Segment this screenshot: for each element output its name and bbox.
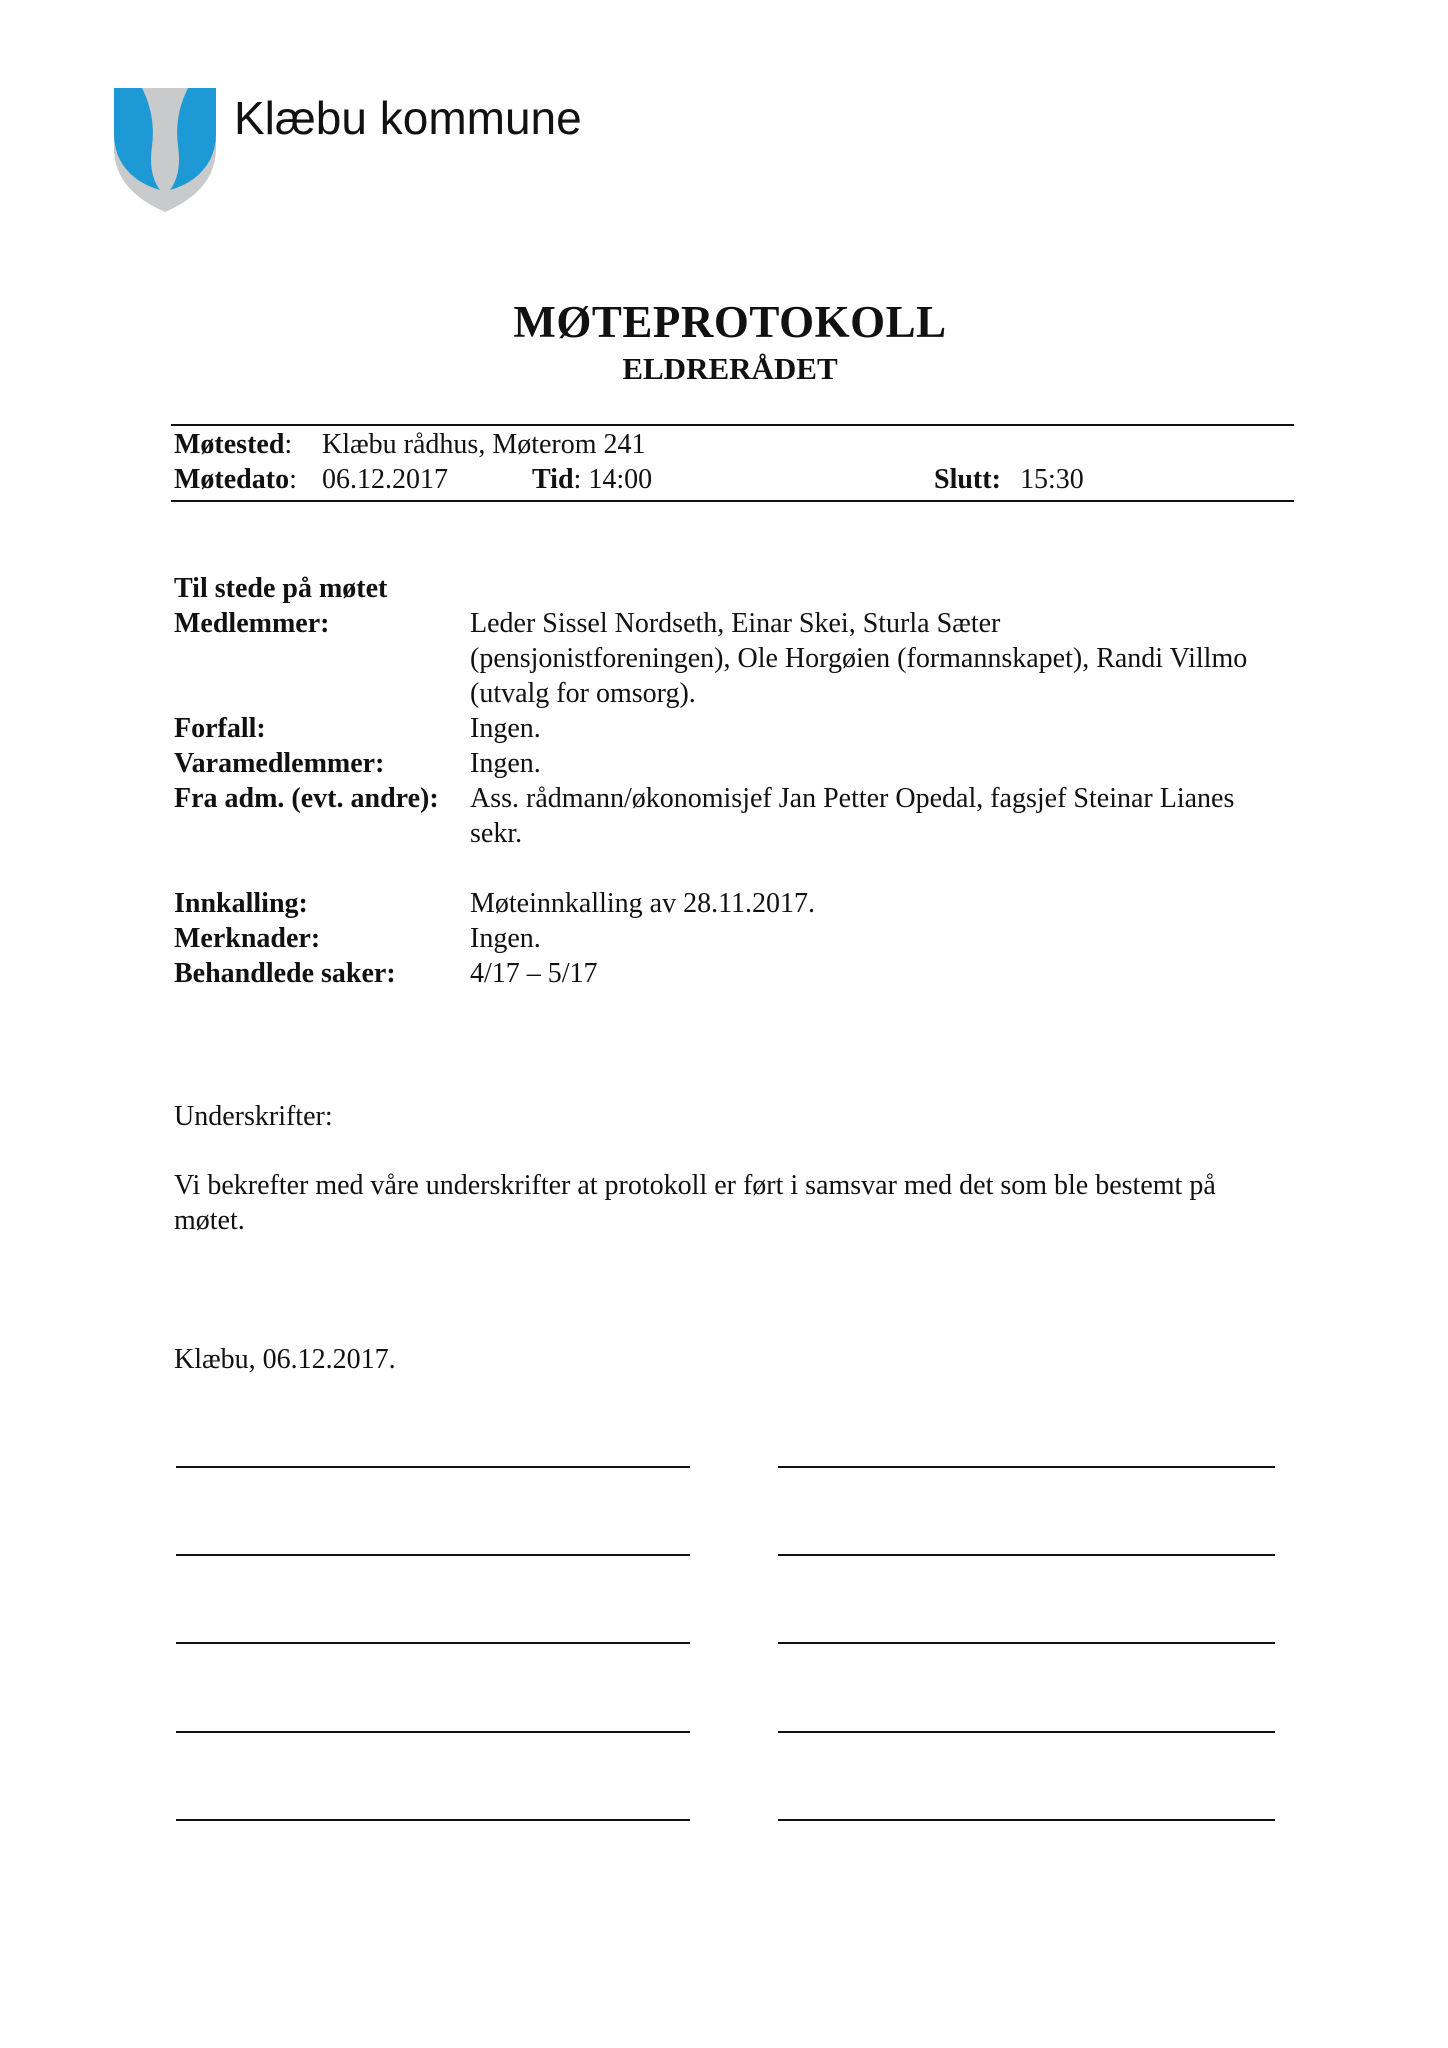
signature-line[interactable] [778,1819,1275,1821]
divider-bottom [171,500,1294,502]
meeting-end [934,463,1008,497]
absent-label: Forfall: [174,713,266,744]
members-line-3: (utvalg for omsorg). [470,678,696,709]
admin-line-2: sekr. [470,818,523,849]
meeting-time: Tid: 14:00 [532,464,653,495]
members-line-1: Leder Sissel Nordseth, Einar Skei, Sturla Sæter [470,608,1001,639]
attendance-heading: Til stede på møtet [174,573,388,604]
admin-line-1: Ass. rådmann/økonomisjef Jan Petter Opedal, fagsjef Steinar Lianes [470,783,1235,814]
deputies-label: Varamedlemmer: [174,748,385,779]
cases-value: 4/17 – 5/17 [470,958,598,989]
meeting-date-value: 06.12.2017 [322,464,448,495]
admin-label: Fra adm. (evt. andre): [174,783,439,814]
meeting-end-value: 15:30 [1020,464,1084,495]
meeting-time-label: Tid [532,464,574,495]
divider-top [171,424,1294,426]
document-subtitle: ELDRERÅDET [622,351,838,386]
signature-line[interactable] [176,1819,690,1821]
municipality-name: Klæbu kommune [234,92,582,144]
absent-value: Ingen. [470,713,541,744]
meeting-place-value: Klæbu rådhus, Møterom 241 [322,429,646,460]
signature-line[interactable] [176,1642,690,1644]
document-title: MØTEPROTOKOLL [513,297,947,347]
remarks-value: Ingen. [470,923,541,954]
signature-line[interactable] [176,1731,690,1733]
members-label: Medlemmer: [174,608,330,639]
meeting-place-label: Møtested [174,429,285,460]
cases-label: Behandlede saker: [174,958,396,989]
meeting-date-label: Møtedato [174,464,290,495]
signatures-statement-line-1: Vi bekrefter med våre underskrifter at protokoll er ført i samsvar med det som ble bestemt på [174,1170,1216,1201]
signature-line[interactable] [778,1642,1275,1644]
signature-line[interactable] [778,1466,1275,1468]
meeting-end-label: Slutt: [934,464,1001,495]
meeting-time-value: 14:00 [588,464,653,495]
deputies-value: Ingen. [470,748,541,779]
meeting-place-row: Møtested: [174,429,293,460]
members-line-2: (pensjonistforeningen), Ole Horgøien (formannskapet), Randi Villmo [470,643,1248,674]
invite-value: Møteinnkalling av 28.11.2017. [470,888,816,919]
coat-of-arms-icon [112,86,218,214]
signature-line[interactable] [176,1466,690,1468]
signatures-heading: Underskrifter: [174,1101,333,1132]
signatures-statement-line-2: møtet. [174,1205,245,1236]
signature-line[interactable] [176,1554,690,1556]
remarks-label: Merknader: [174,923,321,954]
invite-label: Innkalling: [174,888,308,919]
signature-line[interactable] [778,1554,1275,1556]
signature-line[interactable] [778,1731,1275,1733]
meeting-date-row: Møtedato: [174,464,297,495]
place-date: Klæbu, 06.12.2017. [174,1344,396,1375]
